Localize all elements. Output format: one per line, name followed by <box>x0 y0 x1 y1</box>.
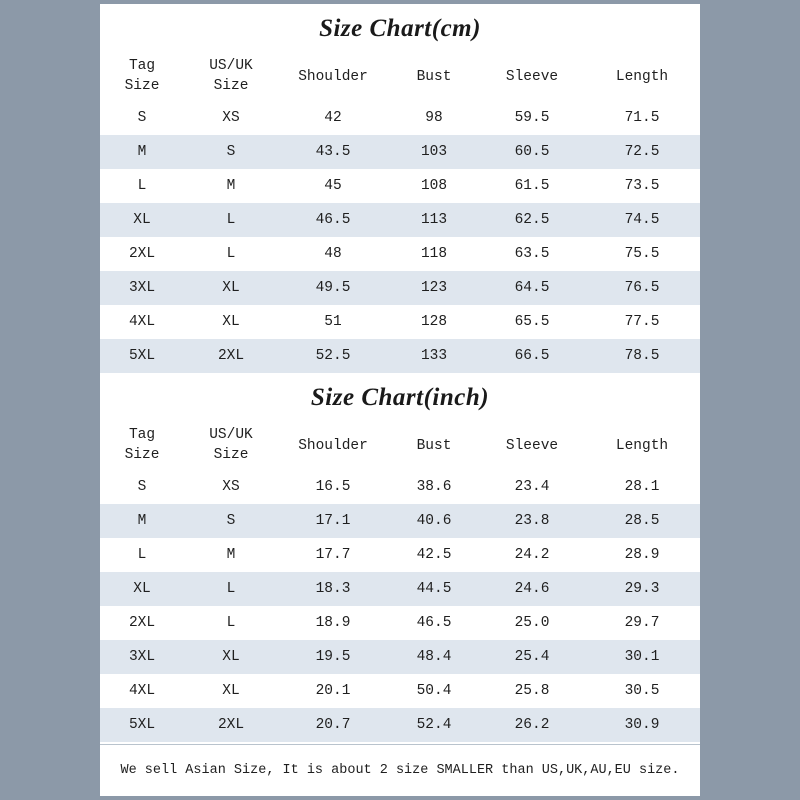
size-disclaimer-note: We sell Asian Size, It is about 2 size SMALLER than US,UK,AU,EU size. <box>100 744 700 796</box>
cell-bust: 123 <box>388 271 480 305</box>
cm-table-header <box>100 53 700 101</box>
cell-shoulder: 51 <box>278 305 388 339</box>
table-row <box>100 135 700 169</box>
cell-bust: 133 <box>388 339 480 373</box>
cell-sleeve: 63.5 <box>480 237 584 271</box>
cm-chart-title: Size Chart(cm) <box>100 4 700 53</box>
cell-length: 78.5 <box>584 339 700 373</box>
cell-usuk-size: 2XL <box>184 339 278 373</box>
size-chart-card <box>100 4 700 796</box>
cell-shoulder: 43.5 <box>278 135 388 169</box>
cell-usuk-size: XL <box>184 305 278 339</box>
cell-tag-size: M <box>100 135 184 169</box>
inch-header-length: Length <box>584 422 700 470</box>
table-row <box>100 305 700 339</box>
cell-length: 74.5 <box>584 203 700 237</box>
cell-usuk-size: XS <box>184 470 278 504</box>
table-row <box>100 572 700 606</box>
cell-usuk-size: XL <box>184 674 278 708</box>
cell-tag-size: 5XL <box>100 339 184 373</box>
cell-usuk-size: L <box>184 606 278 640</box>
cell-sleeve: 65.5 <box>480 305 584 339</box>
inch-chart-title: Size Chart(inch) <box>100 373 700 422</box>
cell-bust: 48.4 <box>388 640 480 674</box>
cell-sleeve: 61.5 <box>480 169 584 203</box>
cm-size-table <box>100 53 700 373</box>
cell-length: 76.5 <box>584 271 700 305</box>
inch-header-usuk-size-line1: US/UK <box>209 427 253 444</box>
cm-header-length: Length <box>584 53 700 101</box>
table-row <box>100 538 700 572</box>
table-row <box>100 203 700 237</box>
cell-length: 30.1 <box>584 640 700 674</box>
cell-sleeve: 23.8 <box>480 504 584 538</box>
inch-header-usuk-size-line2: Size <box>213 447 249 463</box>
cell-shoulder: 18.3 <box>278 572 388 606</box>
cell-sleeve: 62.5 <box>480 203 584 237</box>
cm-header-shoulder: Shoulder <box>278 53 388 101</box>
cm-header-bust: Bust <box>388 53 480 101</box>
table-row <box>100 674 700 708</box>
table-row <box>100 271 700 305</box>
cell-tag-size: S <box>100 101 184 135</box>
cell-length: 28.5 <box>584 504 700 538</box>
table-row <box>100 504 700 538</box>
table-row <box>100 339 700 373</box>
cell-length: 30.9 <box>584 708 700 742</box>
table-row <box>100 640 700 674</box>
cell-usuk-size: L <box>184 203 278 237</box>
inch-table-header <box>100 422 700 470</box>
cell-tag-size: XL <box>100 572 184 606</box>
cell-bust: 42.5 <box>388 538 480 572</box>
cell-sleeve: 64.5 <box>480 271 584 305</box>
cell-length: 29.7 <box>584 606 700 640</box>
cm-header-sleeve: Sleeve <box>480 53 584 101</box>
cell-usuk-size: L <box>184 237 278 271</box>
inch-header-shoulder: Shoulder <box>278 422 388 470</box>
inch-table-body <box>100 470 700 742</box>
cell-bust: 118 <box>388 237 480 271</box>
cell-bust: 98 <box>388 101 480 135</box>
cm-header-tag-size-line2: Size <box>124 78 160 94</box>
cell-bust: 44.5 <box>388 572 480 606</box>
cm-header-tag-size-line1: Tag <box>128 58 156 75</box>
cell-length: 75.5 <box>584 237 700 271</box>
cell-length: 73.5 <box>584 169 700 203</box>
cell-usuk-size: S <box>184 504 278 538</box>
cell-bust: 113 <box>388 203 480 237</box>
cell-sleeve: 23.4 <box>480 470 584 504</box>
cell-sleeve: 60.5 <box>480 135 584 169</box>
inch-header-tag-size-line1: Tag <box>128 427 156 444</box>
cell-length: 28.9 <box>584 538 700 572</box>
cell-shoulder: 49.5 <box>278 271 388 305</box>
inch-header-usuk-size <box>184 422 278 470</box>
cell-shoulder: 17.7 <box>278 538 388 572</box>
inch-header-tag-size <box>100 422 184 470</box>
cm-header-usuk-size <box>184 53 278 101</box>
cell-usuk-size: 2XL <box>184 708 278 742</box>
cell-bust: 38.6 <box>388 470 480 504</box>
cell-shoulder: 18.9 <box>278 606 388 640</box>
table-header-row <box>100 53 700 101</box>
cm-header-usuk-size-line2: Size <box>213 78 249 94</box>
cell-usuk-size: M <box>184 538 278 572</box>
cell-sleeve: 24.2 <box>480 538 584 572</box>
cell-bust: 108 <box>388 169 480 203</box>
cell-bust: 52.4 <box>388 708 480 742</box>
cell-usuk-size: M <box>184 169 278 203</box>
table-row <box>100 470 700 504</box>
cell-shoulder: 20.1 <box>278 674 388 708</box>
cell-shoulder: 48 <box>278 237 388 271</box>
cell-tag-size: XL <box>100 203 184 237</box>
cell-length: 77.5 <box>584 305 700 339</box>
cell-shoulder: 16.5 <box>278 470 388 504</box>
table-row <box>100 169 700 203</box>
cell-shoulder: 45 <box>278 169 388 203</box>
cell-sleeve: 26.2 <box>480 708 584 742</box>
table-row <box>100 237 700 271</box>
cell-usuk-size: XL <box>184 640 278 674</box>
cell-tag-size: M <box>100 504 184 538</box>
cell-shoulder: 17.1 <box>278 504 388 538</box>
cell-bust: 128 <box>388 305 480 339</box>
cell-tag-size: 5XL <box>100 708 184 742</box>
cell-tag-size: S <box>100 470 184 504</box>
cell-sleeve: 59.5 <box>480 101 584 135</box>
cell-usuk-size: L <box>184 572 278 606</box>
cell-length: 29.3 <box>584 572 700 606</box>
cell-usuk-size: XS <box>184 101 278 135</box>
cell-length: 30.5 <box>584 674 700 708</box>
cell-shoulder: 19.5 <box>278 640 388 674</box>
cell-length: 71.5 <box>584 101 700 135</box>
cell-length: 72.5 <box>584 135 700 169</box>
cell-bust: 50.4 <box>388 674 480 708</box>
cell-tag-size: L <box>100 538 184 572</box>
cell-tag-size: 3XL <box>100 271 184 305</box>
cell-tag-size: 3XL <box>100 640 184 674</box>
cell-sleeve: 25.8 <box>480 674 584 708</box>
cell-bust: 46.5 <box>388 606 480 640</box>
inch-header-tag-size-line2: Size <box>124 447 160 463</box>
inch-header-bust: Bust <box>388 422 480 470</box>
cell-tag-size: L <box>100 169 184 203</box>
table-row <box>100 101 700 135</box>
cell-sleeve: 66.5 <box>480 339 584 373</box>
cell-shoulder: 42 <box>278 101 388 135</box>
cm-table-body <box>100 101 700 373</box>
cell-bust: 40.6 <box>388 504 480 538</box>
table-row <box>100 606 700 640</box>
cell-sleeve: 25.4 <box>480 640 584 674</box>
cell-shoulder: 46.5 <box>278 203 388 237</box>
cell-length: 28.1 <box>584 470 700 504</box>
cell-shoulder: 52.5 <box>278 339 388 373</box>
cell-tag-size: 2XL <box>100 606 184 640</box>
cell-sleeve: 24.6 <box>480 572 584 606</box>
inch-size-table <box>100 422 700 742</box>
cell-usuk-size: XL <box>184 271 278 305</box>
cm-header-usuk-size-line1: US/UK <box>209 58 253 75</box>
cell-tag-size: 4XL <box>100 674 184 708</box>
cell-sleeve: 25.0 <box>480 606 584 640</box>
cell-tag-size: 4XL <box>100 305 184 339</box>
inch-header-sleeve: Sleeve <box>480 422 584 470</box>
cell-bust: 103 <box>388 135 480 169</box>
table-header-row <box>100 422 700 470</box>
table-row <box>100 708 700 742</box>
cell-usuk-size: S <box>184 135 278 169</box>
cell-tag-size: 2XL <box>100 237 184 271</box>
cell-shoulder: 20.7 <box>278 708 388 742</box>
cm-header-tag-size <box>100 53 184 101</box>
